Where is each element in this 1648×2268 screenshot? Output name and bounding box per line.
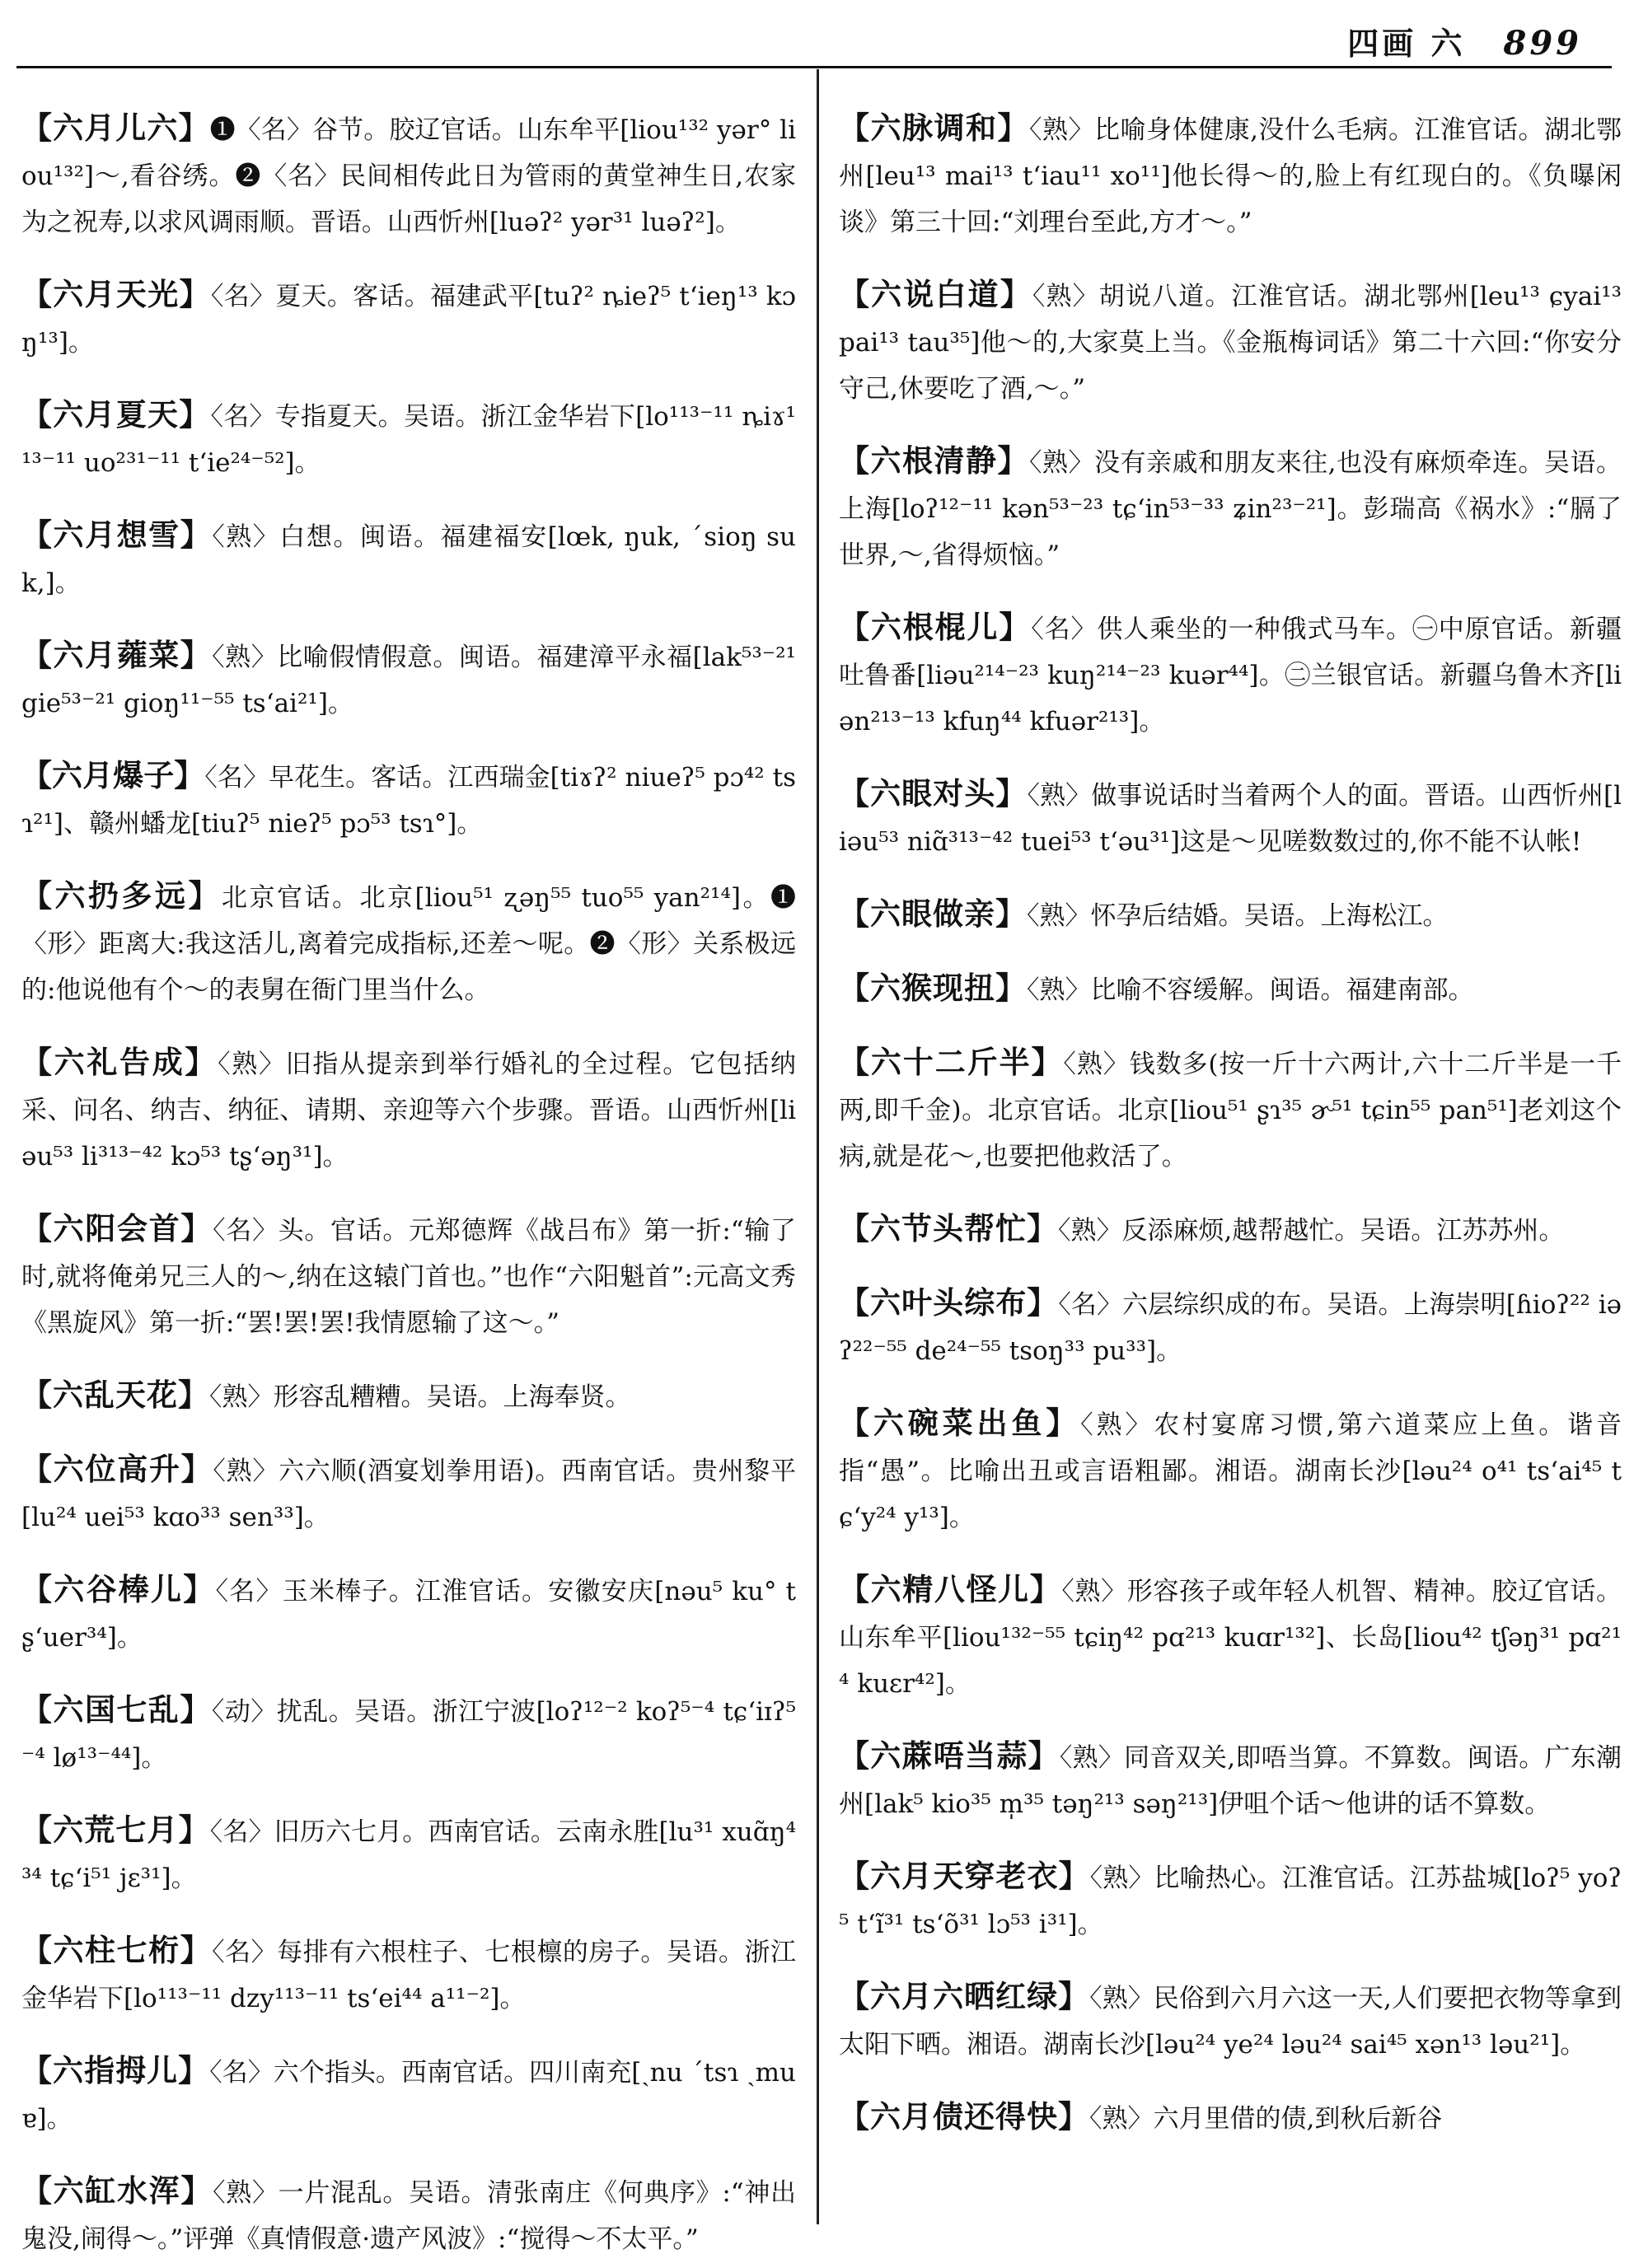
entry-definition: 〈名〉早花生。客话。江西瑞金[tiɤʔ² niueʔ⁵ pɔ⁴² tsɿ²¹]、赣州蟠龙[tiuʔ⁵ nieʔ⁵ pɔ⁵³ tsɿ°]。	[21, 763, 797, 839]
dictionary-entry	[839, 1400, 1622, 1541]
entry-headword: 【六眼对头】	[839, 775, 1028, 811]
entry-headword: 【六月债还得快】	[839, 2098, 1089, 2135]
entry-headword: 【六柱七桁】	[21, 1932, 213, 1968]
dictionary-entry	[839, 1279, 1622, 1374]
left-column	[21, 79, 796, 2268]
entry-definition: 〈熟〉六月里借的债,到秋后新谷	[1089, 2104, 1443, 2134]
dictionary-entry	[839, 437, 1622, 578]
right-column	[839, 79, 1622, 2148]
dictionary-entry	[21, 1566, 796, 1661]
entry-definition: 〈名〉供人乘坐的一种俄式马车。㊀中原官话。新疆吐鲁番[liəu²¹⁴⁻²³ kuŋ²¹⁴⁻²³ kuər⁴⁴]。㊁兰银官话。新疆乌鲁木齐[liən²¹³⁻¹³ kfuŋ⁴⁴ kfuər²¹³]。	[839, 615, 1622, 737]
dictionary-entry	[21, 1807, 796, 1901]
entry-headword: 【六月六晒红绿】	[839, 1978, 1090, 2014]
entry-definition: 〈熟〉白想。闽语。福建福安[lœk, ŋuk, ˊsioŋ suk,]。	[21, 522, 797, 598]
dictionary-entry	[21, 105, 796, 246]
entry-headword: 【六国七乱】	[21, 1691, 212, 1728]
dictionary-entry	[21, 391, 796, 486]
dictionary-entry	[839, 1973, 1622, 2068]
entry-headword: 【六根棍儿】	[839, 609, 1032, 645]
entry-headword: 【六精八怪儿】	[839, 1571, 1062, 1607]
section-heading: 四画 六	[1347, 25, 1466, 62]
dictionary-entry	[839, 2093, 1622, 2142]
entry-definition: 〈熟〉旧指从提亲到举行婚礼的全过程。它包括纳采、问名、纳吉、纳征、请期、亲迎等六个步骤。晋语。山西忻州[liəu⁵³ li³¹³⁻⁴² kɔ⁵³ tʂ‘əŋ³¹]。	[21, 1050, 797, 1171]
entry-definition: 〈名〉玉米棒子。江淮官话。安徽安庆[nəu⁵ ku° tʂ‘uer³⁴]。	[21, 1577, 797, 1653]
entry-definition: 〈熟〉形容乱糟糟。吴语。上海奉贤。	[209, 1382, 631, 1412]
dictionary-entry	[839, 770, 1622, 865]
entry-definition: 〈名〉头。官话。元郑德辉《战吕布》第一折:“输了时,就将俺弟兄三人的～,纳在这辕门首也。”也作“六阳魁首”:元高文秀《黑旋风》第一折:“罢!罢!罢!我情愿输了这～。”	[21, 1216, 797, 1338]
entry-headword: 【六乱天花】	[21, 1377, 209, 1413]
entry-definition: 〈熟〉怀孕后结婚。吴语。上海松江。	[1027, 901, 1449, 931]
entry-definition: 〈动〉扰乱。吴语。浙江宁波[loʔ¹²⁻² koʔ⁵⁻⁴ tɕ‘iɪʔ⁵⁻⁴ lø¹³⁻⁴⁴]。	[21, 1697, 797, 1773]
dictionary-entry	[839, 1853, 1622, 1948]
entry-definition: 〈熟〉比喻热心。江淮官话。江苏盐城[loʔ⁵ yoʔ⁵ t‘ĩ³¹ ts‘õ³¹ lɔ⁵³ i³¹]。	[839, 1864, 1622, 1939]
entry-headword: 【六位高升】	[21, 1451, 213, 1487]
dictionary-entry	[839, 1039, 1622, 1180]
entry-headword: 【六说白道】	[839, 276, 1032, 312]
entry-headword: 【六节头帮忙】	[839, 1210, 1058, 1246]
entry-headword: 【六叶头综布】	[839, 1284, 1059, 1321]
entry-headword: 【六指拇儿】	[21, 2052, 210, 2088]
entry-definition: 〈名〉每排有六根柱子、七根檩的房子。吴语。浙江金华岩下[lo¹¹³⁻¹¹ dzy¹¹³⁻¹¹ ts‘ei⁴⁴ a¹¹⁻²]。	[21, 1938, 796, 2013]
dictionary-entry	[21, 752, 796, 847]
entry-definition: 〈名〉夏天。客话。福建武平[tuʔ² ȵieʔ⁵ t‘ieŋ¹³ kɔŋ¹³]。	[21, 282, 797, 358]
entry-definition: 〈熟〉农村宴席习惯,第六道菜应上鱼。谐音指“愚”。比喻出丑或言语粗鄙。湘语。湖南长沙[ləu²⁴ o⁴¹ ts‘ai⁴⁵ tɕ‘y²⁴ y¹³]。	[839, 1410, 1622, 1532]
page-number: 899	[1503, 24, 1582, 63]
entry-headword: 【六月爆子】	[21, 757, 205, 793]
dictionary-entry	[21, 512, 796, 606]
dictionary-entry	[839, 271, 1622, 412]
column-divider	[817, 69, 819, 2224]
dictionary-entry	[21, 1205, 796, 1346]
entry-definition: 〈熟〉反添麻烦,越帮越忙。吴语。江苏苏州。	[1058, 1216, 1565, 1246]
entry-definition: 〈熟〉做事说话时当着两个人的面。晋语。山西忻州[liəu⁵³ niɑ̃³¹³⁻⁴² tuei⁵³ t‘əu³¹]这是～见嗟数数过的,你不能不认帐!	[839, 781, 1622, 857]
entry-headword: 【六月天光】	[21, 276, 211, 312]
entry-headword: 【六扔多远】	[21, 877, 222, 914]
entry-definition: 〈熟〉形容孩子或年轻人机智、精神。胶辽官话。山东牟平[liou¹³²⁻⁵⁵ tɕiŋ⁴² pɑ²¹³ kuɑr¹³²]、长岛[liou⁴² tʃəŋ³¹ pɑ²¹⁴ kuɛr⁴²]。	[839, 1577, 1622, 1699]
entry-definition: 〈名〉专指夏天。吴语。浙江金华岩下[lo¹¹³⁻¹¹ ȵiɤ¹¹³⁻¹¹ uo²³¹⁻¹¹ t‘ie²⁴⁻⁵²]。	[21, 402, 796, 478]
entry-definition: 〈名〉旧历六七月。西南官话。云南永胜[lu³¹ xuɑ̃ŋ⁴³⁴ tɕ‘i⁵¹ jɛ³¹]。	[21, 1817, 796, 1893]
entry-definition: 〈熟〉民俗到六月六这一天,人们要把衣物等拿到太阳下晒。湘语。湖南长沙[ləu²⁴ ye²⁴ ləu²⁴ sai⁴⁵ xən¹³ ləu²¹]。	[839, 1984, 1622, 2060]
entry-definition: 〈熟〉比喻假情假意。闽语。福建漳平永福[lak⁵³⁻²¹ gie⁵³⁻²¹ gioŋ¹¹⁻⁵⁵ ts‘ai²¹]。	[21, 643, 796, 718]
dictionary-entry	[21, 2047, 796, 2142]
header-rule	[16, 66, 1612, 68]
entry-headword: 【六月夏天】	[21, 396, 211, 433]
entry-headword: 【六月想雪】	[21, 517, 213, 553]
dictionary-entry	[839, 1205, 1622, 1254]
entry-definition: ❶〈名〉谷节。胶辽官话。山东牟平[liou¹³² yər° liou¹³²]～,看谷绣。❷〈名〉民间相传此日为管雨的黄堂神生日,农家为之祝寿,以求风调雨顺。晋语。山西忻州[luəʔ² yər³¹ luəʔ²]。	[21, 115, 796, 237]
dictionary-entry	[21, 2167, 796, 2262]
entry-headword: 【六谷棒儿】	[21, 1571, 216, 1607]
entry-definition: 〈熟〉胡说八道。江淮官话。湖北鄂州[leu¹³ ɕyai¹³ pai¹³ tau³⁵]他～的,大家莫上当。《金瓶梅词话》第二十六回:“你安分守己,休要吃了酒,～。”	[839, 282, 1622, 404]
entry-definition: 〈熟〉比喻身体健康,没什么毛病。江淮官话。湖北鄂州[leu¹³ mai¹³ t‘iau¹¹ xo¹¹]他长得～的,脸上有红现白的。《负曝闲谈》第三十回:“刘理台至此,方才～。”	[839, 115, 1622, 237]
dictionary-entry	[839, 965, 1622, 1013]
entry-headword: 【六月儿六】	[21, 110, 210, 146]
entry-definition: 〈名〉六个指头。西南官话。四川南充[ˏnu ˊtsɿ ˏmuɐ]。	[21, 2058, 797, 2134]
entry-headword: 【六根清静】	[839, 442, 1030, 479]
entry-definition: 北京官话。北京[liou⁵¹ ʐəŋ⁵⁵ tuo⁵⁵ yan²¹⁴]。❶〈形〉距离大:我这活儿,离着完成指标,还差～呢。❷〈形〉关系极远的:他说他有个～的表舅在衙门里当什么。	[21, 883, 796, 1005]
dictionary-entry	[21, 1927, 796, 2022]
entry-headword: 【六礼告成】	[21, 1044, 218, 1080]
entry-headword: 【六月天穿老衣】	[839, 1858, 1090, 1894]
entry-headword: 【六脉调和】	[839, 110, 1030, 146]
page-header	[1347, 18, 1582, 63]
dictionary-entry	[839, 1733, 1622, 1827]
entry-definition: 〈熟〉没有亲戚和朋友来往,也没有麻烦牵连。吴语。上海[loʔ¹²⁻¹¹ kən⁵³⁻²³ tɕ‘in⁵³⁻³³ ʑin²³⁻²¹]。彭瑞高《祸水》:“膈了世界,～,省得烦恼。”	[839, 448, 1622, 570]
entry-headword: 【六十二斤半】	[839, 1044, 1064, 1080]
dictionary-entry	[839, 1566, 1622, 1707]
entry-definition: 〈熟〉同音双关,即唔当算。不算数。闽语。广东潮州[lak⁵ kio³⁵ m̩³⁵ təŋ²¹³ səŋ²¹³]伊咀个话～他讲的话不算数。	[839, 1743, 1622, 1819]
entry-definition: 〈熟〉比喻不容缓解。闽语。福建南部。	[1027, 975, 1474, 1005]
entry-definition: 〈熟〉六六顺(酒宴划拳用语)。西南官话。贵州黎平[lu²⁴ uei⁵³ kɑo³³ sen³³]。	[21, 1457, 797, 1532]
entry-headword: 【六碗菜出鱼】	[839, 1405, 1081, 1441]
dictionary-entry	[21, 872, 796, 1013]
entry-headword: 【六阳会首】	[21, 1210, 213, 1246]
entry-definition: 〈名〉六层综织成的布。吴语。上海崇明[ɦioʔ²² iəʔ²²⁻⁵⁵ de²⁴⁻⁵⁵ tsoŋ³³ pu³³]。	[839, 1290, 1622, 1366]
dictionary-entry	[839, 105, 1622, 246]
dictionary-entry	[21, 1686, 796, 1781]
entry-headword: 【六月蕹菜】	[21, 637, 213, 673]
dictionary-entry	[839, 604, 1622, 745]
entry-headword: 【六荒七月】	[21, 1812, 210, 1848]
entry-headword: 【六猴现扭】	[839, 970, 1027, 1006]
dictionary-entry	[21, 1039, 796, 1180]
dictionary-entry	[839, 891, 1622, 939]
entry-headword: 【六缸水浑】	[21, 2172, 213, 2209]
dictionary-entry	[21, 1446, 796, 1541]
entry-definition: 〈熟〉一片混乱。吴语。清张南庄《何典序》:“神出鬼没,闹得～。”评弹《真情假意·遗产风波》:“搅得～不太平。”	[21, 2178, 797, 2254]
dictionary-entry	[21, 271, 796, 366]
dictionary-entry	[21, 1372, 796, 1420]
dictionary-entry	[21, 632, 796, 727]
entry-definition: 〈熟〉钱数多(按一斤十六两计,六十二斤半是一千两,即千金)。北京官话。北京[liou⁵¹ ʂɿ³⁵ ɚ⁵¹ tɕin⁵⁵ pan⁵¹]老刘这个病,就是花～,也要把他救活了。	[839, 1050, 1622, 1171]
entry-headword: 【六蔴唔当蒜】	[839, 1737, 1060, 1774]
entry-headword: 【六眼做亲】	[839, 896, 1027, 932]
